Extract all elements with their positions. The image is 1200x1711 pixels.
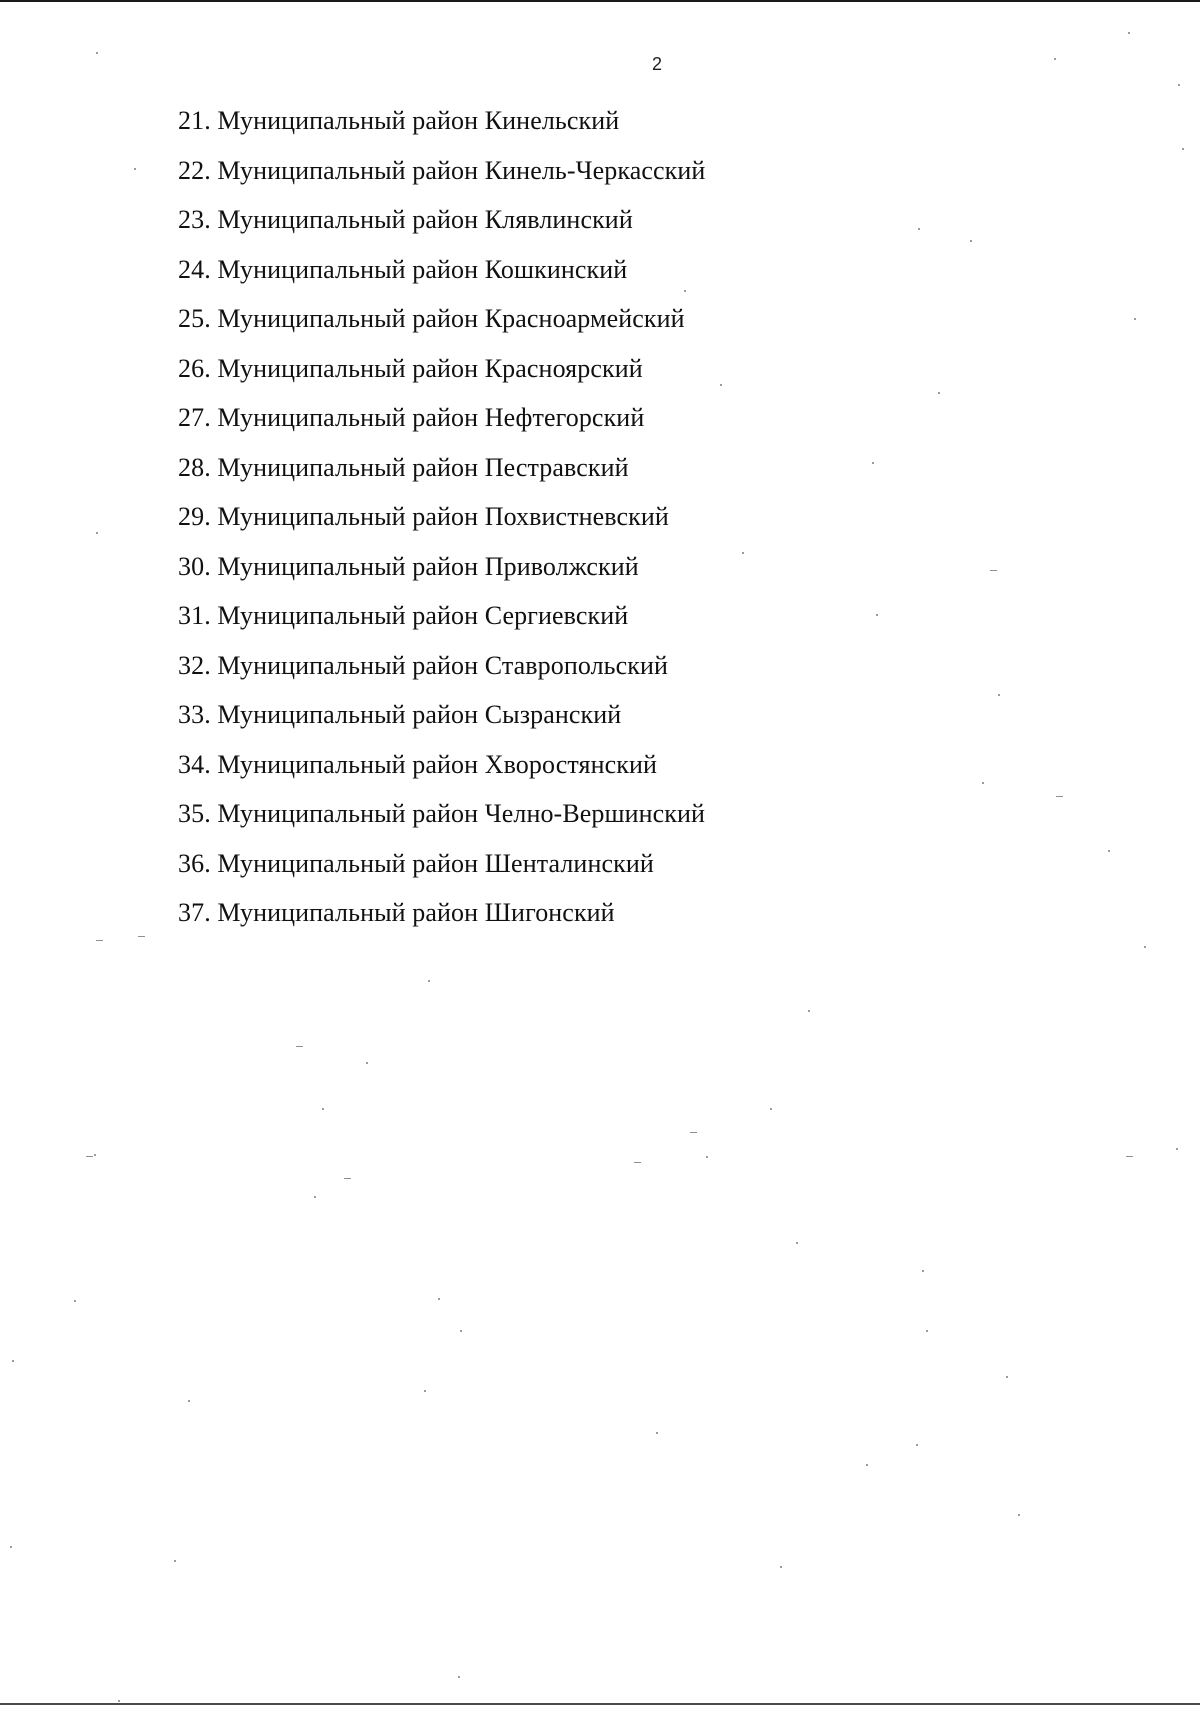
item-number: 37.	[178, 898, 211, 927]
list-item	[178, 542, 705, 592]
item-number: 28.	[178, 452, 211, 482]
item-text: Муниципальный район Приволжский	[217, 551, 639, 581]
item-number: 36.	[178, 848, 211, 878]
item-text: Муниципальный район Похвистневский	[217, 502, 669, 531]
list-item	[178, 591, 705, 641]
item-text: Муниципальный район Шигонский	[217, 898, 615, 927]
item-text: Муниципальный район Красноармейский	[217, 304, 685, 333]
item-number: 34.	[178, 749, 211, 779]
item-text: Муниципальный район Сызранский	[217, 700, 622, 729]
item-text: Муниципальный район Нефтегорский	[217, 403, 645, 432]
item-number: 35.	[178, 799, 211, 828]
item-text: Муниципальный район Клявлинский	[217, 205, 633, 234]
list-item	[178, 839, 705, 889]
list-item	[178, 96, 705, 146]
item-text: Муниципальный район Шенталинский	[217, 848, 654, 878]
list-item	[178, 344, 705, 394]
item-number: 24.	[178, 254, 211, 284]
list-item	[178, 789, 705, 839]
item-text: Муниципальный район Ставропольский	[217, 650, 669, 680]
page-number: 2	[651, 54, 662, 74]
item-number: 32.	[178, 650, 211, 680]
item-number: 33.	[178, 700, 211, 729]
item-number: 22.	[178, 155, 211, 185]
item-text: Муниципальный район Кошкинский	[217, 254, 628, 284]
item-number: 30.	[178, 551, 211, 581]
district-list	[178, 96, 705, 938]
bottom-edge-rule	[0, 1703, 1200, 1705]
list-item	[178, 146, 705, 196]
list-item	[178, 641, 705, 691]
item-text: Муниципальный район Челно-Вершинский	[217, 799, 706, 828]
item-number: 31.	[178, 601, 211, 630]
list-item	[178, 294, 705, 344]
item-number: 25.	[178, 304, 211, 333]
list-item	[178, 443, 705, 493]
top-edge-rule	[0, 0, 1200, 2]
list-item	[178, 888, 705, 938]
list-item	[178, 690, 705, 740]
item-text: Муниципальный район Кинель-Черкасский	[217, 155, 706, 185]
item-text: Муниципальный район Красноярский	[217, 353, 643, 383]
list-item	[178, 393, 705, 443]
item-number: 21.	[178, 106, 211, 135]
list-item	[178, 492, 705, 542]
item-number: 27.	[178, 403, 211, 432]
item-text: Муниципальный район Хворостянский	[217, 749, 657, 779]
item-number: 26.	[178, 353, 211, 383]
item-text: Муниципальный район Кинельский	[217, 106, 620, 135]
item-number: 29.	[178, 502, 211, 531]
item-number: 23.	[178, 205, 211, 234]
list-item	[178, 740, 705, 790]
list-item	[178, 245, 705, 295]
item-text: Муниципальный район Сергиевский	[217, 601, 629, 630]
list-item	[178, 195, 705, 245]
item-text: Муниципальный район Пестравский	[217, 452, 629, 482]
